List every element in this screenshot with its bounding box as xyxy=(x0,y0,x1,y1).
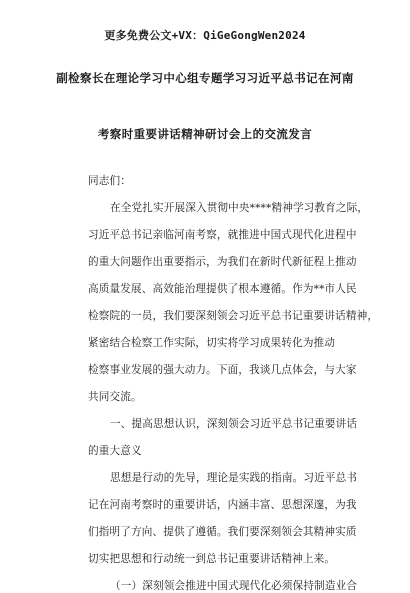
paragraph-line: 检察事业发展的强大动力。下面，我谈几点体会，与大家 xyxy=(88,364,357,376)
paragraph-line: 切实把思想和行动统一到总书记重要讲话精神上来。 xyxy=(88,553,336,565)
page-header: 更多免费公文+VX：QiGeGongWen2024 xyxy=(104,29,306,42)
paragraph-line: 在全党扎实开展深入贯彻中央****精神学习教育之际， xyxy=(110,202,369,214)
paragraph-line: 记在河南考察时的重要讲话，内涵丰富、思想深邃，为我 xyxy=(88,499,357,511)
section-heading-line: 一、提高思想认识，深刻领会习近平总书记重要讲话 xyxy=(110,418,358,430)
paragraph-line: 共同交流。 xyxy=(88,391,142,403)
paragraph-line: 的重大问题作出重要指示，为我们在新时代新征程上推动 xyxy=(88,256,357,268)
paragraph-line: 思想是行动的先导，理论是实践的指南。习近平总书 xyxy=(110,472,358,484)
salutation: 同志们： xyxy=(88,175,131,187)
document-title-line-1: 副检察长在理论学习中心组专题学习习近平总书记在河南 xyxy=(56,71,354,85)
subsection-heading-line: （一）深刻领会推进中国式现代化必须保持制造业合 xyxy=(110,580,358,592)
paragraph-line: 检察院的一员，我们要深刻领会习近平总书记重要讲话精神， xyxy=(88,310,379,322)
paragraph-line: 紧密结合检察工作实际，切实将学习成果转化为推动 xyxy=(88,337,336,349)
section-heading-line: 的重大意义 xyxy=(88,445,142,457)
paragraph-line: 习近平总书记亲临河南考察，就推进中国式现代化进程中 xyxy=(88,229,357,241)
document-title-line-2: 考察时重要讲话精神研讨会上的交流发言 xyxy=(97,127,313,141)
paragraph-line: 们指明了方向、提供了遵循。我们要深刻领会其精神实质 xyxy=(88,526,357,538)
paragraph-line: 高质量发展、高效能治理提供了根本遵循。作为**市人民 xyxy=(88,283,357,295)
